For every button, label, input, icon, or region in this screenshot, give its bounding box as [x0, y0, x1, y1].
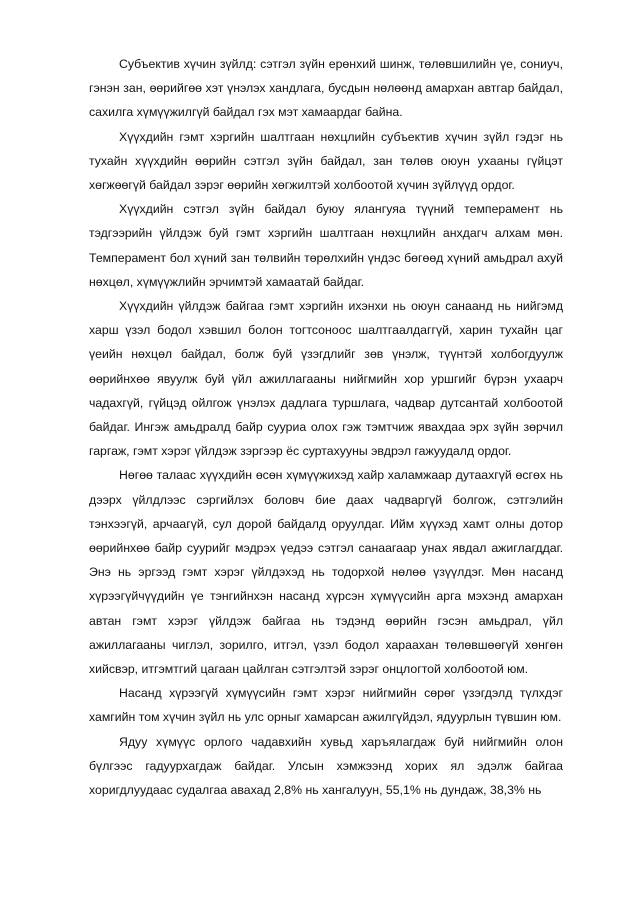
- paragraph-temperament: Хүүхдийн сэтгэл зүйн байдал буюу ялангуяа түүний темперамент нь тэдгээрийн үйлдэж буй гэмт хэргийн шалтгаан нөхцлийн анхдагч алхам мөн. Темперамент бол хүний зан төлвийн төрөлхийн үндэс бөгөөд хүний амьдрал ахуй нөхцөл, хүмүүжлийн эрчимтэй хамаатай байдаг.: [89, 202, 563, 289]
- paragraph-subjective-factors: Субъектив хүчин зүйлд: сэтгэл зүйн ерөнхий шинж, төлөвшилийн үе, сониуч, гэнэн зан, өөрийгөө хэт үнэлэх хандлага, бусдын нөлөөнд амархан автгар байдал, сахилга хүмүүжилгүй байдал гэх мэт хамаардаг байна.: [89, 57, 563, 120]
- paragraph-unemployment-poverty: Насанд хүрээгүй хүмүүсийн гэмт хэрэг нийгмийн сөрөг үзэгдэлд түлхдэг хамгийн том хүчин зүйл нь улс орныг хамарсан ажилгүйдэл, ядуурлын түвшин юм.: [89, 686, 563, 725]
- document-body: [89, 52, 563, 802]
- paragraph-child-subjective-causes: Хүүхдийн гэмт хэргийн шалтгаан нөхцлийн субъектив хүчин зүйл гэдэг нь тухайн хүүхдийн өөрийн сэтгэл зүйн байдал, зан төлөв оюун ухааны гүйцэт хөгжөөгүй байдал зэрэг өөрийн хөгжилтэй холбоотой хүчин зүйлүүд ордог.: [89, 129, 563, 193]
- paragraph-poverty-statistics: Ядуу хүмүүс орлого чадавхийн хувьд харъялагдаж буй нийгмийн олон бүлгээс гадуурхагдаж байдаг. Улсын хэмжээнд хорих ял эдэлж байгаа хоригдлуудаас судалгаа авахад 2,8% нь хангалуун, 55,1% нь дундаж, 38,3% нь: [89, 734, 563, 798]
- paragraph-crime-circumstances: Хүүхдийн үйлдэж байгаа гэмт хэргийн ихэнхи нь оюун санаанд нь нийгэмд харш үзэл бодол хэвшил болон тогтсоноос шалтгаалдаггүй, харин тухайн цаг үеийн нөхцөл байдал, болж буй үзэгдлийг зөв үнэлж, түүнтэй холбогдуулж өөрийнхөө явуулж буй үйл ажиллагааны нийгмийн хор уршгийг бүрэн ухаарч чадахгүй, гүйцэд ойлгож үнэлэх дадлага туршлага, чадвар дутсантай холбоотой байдаг. Ингэж амьдралд байр сууриа олох гэж тэмтчиж явахдаа эрх зүйн зөрчил гаргаж, гэмт хэрэг үйлдэж зэргээр ёс суртахууны эвдрэл гажуудалд ордог.: [89, 299, 563, 459]
- paragraph-upbringing: Нөгөө талаас хүүхдийн өсөн хүмүүжихэд хайр халамжаар дутаахгүй өсгөх нь дээрх үйлдлээс сэргийлэх боловч бие даах чадваргүй болгож, сэтгэлийн тэнхээгүй, арчаагүй, сул дорой байдалд оруулдаг. Ийм хүүхэд хамт олны дотор өөрийнхөө байр суурийг мэдрэх үедээ сэтгэл санаагаар унах явдал ажиглагддаг. Энэ нь эргээд гэмт хэрэг үйлдэхэд нь тодорхой нөлөө үзүүлдэг. Мөн насанд хүрээгүйчүүдийн үе тэнгийнхэн насанд хүрсэн хүмүүсийн арга мэхэнд амархан автан гэмт хэрэг үйлдэж байгаа нь тэдэнд өөрийн гэсэн амьдрал, үйл ажиллагааны чиглэл, зорилго, итгэл, үзэл бодол хараахан төлөвшөөгүй хөнгөн хийсвэр, итгэмтгий цагаан цайлган сэтгэлтэй зэрэг онцлогтой холбоотой юм.: [89, 468, 563, 677]
